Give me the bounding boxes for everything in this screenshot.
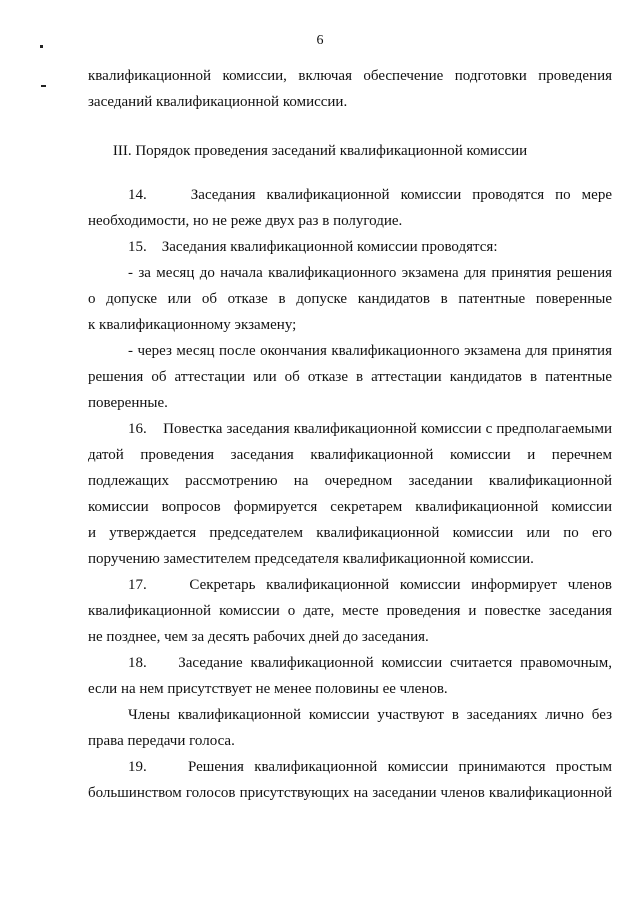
text-line: Члены квалификационной комиссии участвуют в заседаниях лично без xyxy=(128,707,612,723)
text-line: необходимости, но не реже двух раз в полугодие. xyxy=(88,213,403,229)
text-line: о допуске или об отказе в допуске кандидатов в патентные поверенные xyxy=(88,291,612,307)
scan-speck xyxy=(41,85,46,87)
text-line: подлежащих рассмотрению на очередном заседании квалификационной xyxy=(88,473,612,489)
text-line: права передачи голоса. xyxy=(88,733,235,749)
text-line: поручению заместителем председателя квалификационной комиссии. xyxy=(88,551,534,567)
text-line: - через месяц после окончания квалификационного экзамена для принятия xyxy=(128,343,612,359)
text-line: комиссии вопросов формируется секретарем квалификационной комиссии xyxy=(88,499,612,515)
text-line: - за месяц до начала квалификационного экзамена для принятия решения xyxy=(128,265,612,281)
text-line: к квалификационному экзамену; xyxy=(88,317,297,333)
text-line: заседаний квалификационной комиссии. xyxy=(88,94,348,110)
page-number: 6 xyxy=(316,33,324,48)
text-line: 14. Заседания квалификационной комиссии проводятся по мере xyxy=(128,187,612,203)
text-line: датой проведения заседания квалификационной комиссии и перечнем xyxy=(88,447,612,463)
text-line: квалификационной комиссии о дате, месте проведения и повестке заседания xyxy=(88,603,612,619)
text-line: поверенные. xyxy=(88,395,168,411)
section-heading: III. Порядок проведения заседаний квалификационной комиссии xyxy=(112,143,528,159)
text-line: если на нем присутствует не менее половины ее членов. xyxy=(88,681,448,697)
text-line: большинством голосов присутствующих на заседании членов квалификационной xyxy=(88,785,612,801)
text-line: и утверждается председателем квалификационной комиссии или по его xyxy=(88,525,612,541)
text-line: 18. Заседание квалификационной комиссии считается правомочным, xyxy=(128,655,612,671)
text-line: квалификационной комиссии, включая обеспечение подготовки проведения xyxy=(88,68,612,84)
text-line: 16. Повестка заседания квалификационной комиссии с предполагаемыми xyxy=(128,421,612,437)
text-line: решения об аттестации или об отказе в аттестации кандидатов в патентные xyxy=(88,369,612,385)
text-line: не позднее, чем за десять рабочих дней до заседания. xyxy=(88,629,429,645)
text-line: 17. Секретарь квалификационной комиссии информирует членов xyxy=(128,577,612,593)
text-line: 19. Решения квалификационной комиссии принимаются простым xyxy=(128,759,612,775)
text-line: 15. Заседания квалификационной комиссии проводятся: xyxy=(128,239,498,255)
